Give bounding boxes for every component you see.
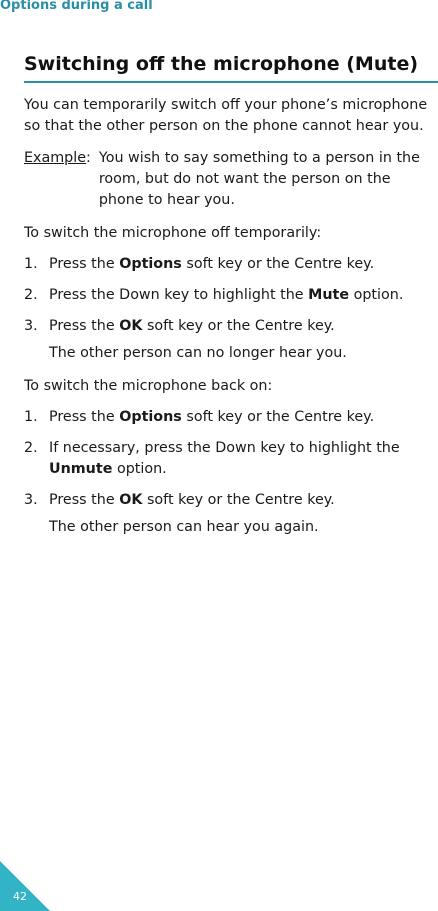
step-text-post: option.	[349, 287, 404, 303]
step-text	[49, 285, 436, 306]
step-text-post: option.	[112, 461, 167, 477]
step-text-pre: Press the	[49, 318, 120, 334]
step-text-pre: If necessary, press the Down key to highlight the	[49, 440, 400, 456]
step-number: 3.	[24, 318, 38, 334]
example-colon: :	[86, 150, 91, 166]
step-text	[49, 490, 436, 511]
running-header: Options during a call	[0, 0, 153, 13]
example-block	[24, 148, 436, 211]
step-number: 3.	[24, 492, 38, 508]
unmute-procedure-intro: To switch the microphone back on:	[24, 378, 273, 394]
step-text-pre: Press the	[49, 409, 120, 425]
step-key-name: OK	[119, 492, 143, 508]
list-item	[24, 316, 436, 337]
example-label: Example	[24, 150, 87, 166]
step-text-post: soft key or the Centre key.	[142, 492, 335, 508]
step-number: 1.	[24, 409, 38, 425]
list-item	[24, 254, 436, 275]
unmute-steps-list	[24, 407, 436, 511]
mute-procedure-intro: To switch the microphone off temporarily:	[24, 225, 322, 241]
step-text-pre: Press the	[49, 492, 120, 508]
intro-paragraph: You can temporarily switch off your phone’s microphone so that the other person on the phone cannot hear you.	[24, 97, 428, 134]
mute-result: The other person can no longer hear you.	[49, 345, 347, 361]
step-text-pre: Press the Down key to highlight the	[49, 287, 309, 303]
step-number: 2.	[24, 287, 38, 303]
list-item	[24, 438, 436, 480]
mute-steps-list	[24, 254, 436, 337]
step-text	[49, 438, 436, 480]
page-number: 42	[13, 890, 27, 903]
step-text	[49, 254, 436, 275]
step-text	[49, 407, 436, 428]
list-item	[24, 407, 436, 428]
step-key-name: Options	[119, 256, 182, 272]
list-item	[24, 490, 436, 511]
step-number: 2.	[24, 440, 38, 456]
step-text-post: soft key or the Centre key.	[181, 256, 375, 272]
title-underline	[24, 81, 438, 83]
step-text-pre: Press the	[49, 256, 120, 272]
page-content	[24, 95, 436, 538]
page-corner-tab	[0, 861, 50, 911]
step-option-name: Unmute	[49, 461, 113, 477]
step-text	[49, 316, 436, 337]
example-text: You wish to say something to a person in the room, but do not want the person on the phone to hear you.	[98, 150, 420, 208]
step-text-post: soft key or the Centre key.	[181, 409, 375, 425]
step-text-post: soft key or the Centre key.	[142, 318, 335, 334]
step-key-name: OK	[119, 318, 143, 334]
step-number: 1.	[24, 256, 38, 272]
unmute-result: The other person can hear you again.	[49, 519, 319, 535]
section-title: Switching off the microphone (Mute)	[24, 53, 419, 75]
step-key-name: Options	[119, 409, 182, 425]
list-item	[24, 285, 436, 306]
step-option-name: Mute	[308, 287, 350, 303]
